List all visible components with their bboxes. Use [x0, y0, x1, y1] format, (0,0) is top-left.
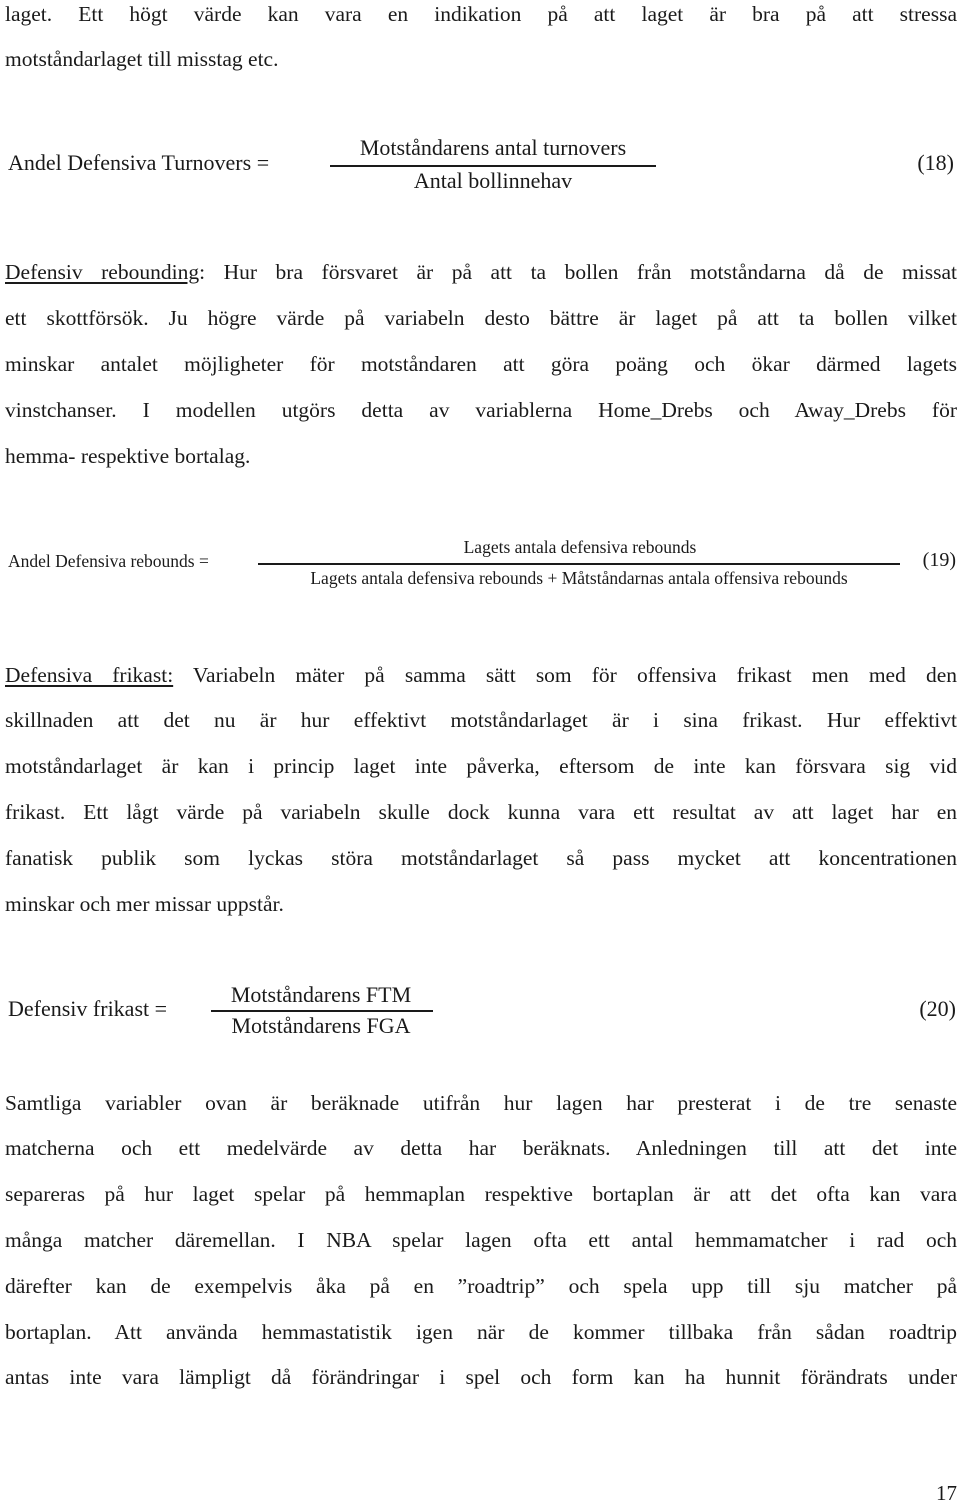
equation-19-denominator: Lagets antala defensiva rebounds + Måtståndarnas antala offensiva rebounds: [310, 568, 848, 588]
equation-19-numerator: Lagets antala defensiva rebounds: [463, 537, 697, 557]
heading-defensiv-rebounding: Defensiv rebounding: [5, 260, 200, 284]
free-throws-line-3: motståndarlaget är kan i princip laget inte påverka, eftersom de inte kan försvara sig vid: [5, 754, 957, 778]
summary-line-2: matcherna och ett medelvärde av detta har beräknats. Anledningen till att det inte: [5, 1136, 957, 1160]
summary-line-3: separeras på hur laget spelar på hemmaplan respektive bortaplan är att det ofta kan vara: [5, 1182, 957, 1206]
page-number: 17: [936, 1481, 957, 1505]
intro-line-1: laget. Ett högt värde kan vara en indikation på att laget är bra på att stressa: [5, 2, 957, 26]
equation-18-fraction-bar: [330, 165, 656, 167]
equation-18-denominator: Antal bollinnehav: [413, 168, 573, 193]
equation-19-number: (19): [922, 549, 956, 571]
free-throws-line-4: frikast. Ett lågt värde på variabeln skulle dock kunna vara ett resultat av att laget har en: [5, 800, 957, 824]
rebounding-line-4: vinstchanser. I modellen utgörs detta av variablerna Home_Drebs och Away_Drebs för: [5, 398, 957, 422]
heading-defensiva-frikast: Defensiva frikast:: [5, 663, 174, 687]
rebounding-line-3: minskar antalet möjligheter för motståndaren att göra poäng och ökar därmed lagets: [5, 352, 957, 376]
summary-line-5: därefter kan de exempelvis åka på en ”roadtrip” och spela upp till sju matcher på: [5, 1274, 957, 1298]
free-throws-line-1: [5, 662, 957, 688]
equation-19-fraction-bar: [258, 563, 900, 565]
summary-line-4: många matcher däremellan. I NBA spelar lagen ofta ett antal hemmamatcher i rad och: [5, 1228, 957, 1252]
summary-line-7: antas inte vara lämpligt då förändringar i spel och form kan ha hunnit förändrats under: [5, 1365, 957, 1389]
rebounding-line-1-text: : Hur bra försvaret är på att ta bollen från motståndarna då de missat: [199, 260, 957, 284]
free-throws-line-6: minskar och mer missar uppstår.: [5, 892, 284, 916]
free-throws-line-5: fanatisk publik som lyckas störa motståndarlaget så pass mycket att koncentrationen: [5, 846, 957, 870]
equation-19-lhs: Andel Defensiva rebounds =: [8, 551, 209, 571]
summary-line-1: Samtliga variabler ovan är beräknade utifrån hur lagen har presterat i de tre senaste: [5, 1091, 957, 1115]
rebounding-line-1: [5, 259, 957, 285]
free-throws-line-2: skillnaden att det nu är hur effektivt motståndarlaget är i sina frikast. Hur effektivt: [5, 708, 957, 732]
equation-18-lhs: Andel Defensiva Turnovers =: [8, 150, 270, 175]
equation-20-fraction-bar: [211, 1010, 433, 1012]
equation-20-numerator: Motståndarens FTM: [230, 982, 412, 1007]
equation-20-denominator: Motståndarens FGA: [231, 1013, 411, 1038]
rebounding-line-2: ett skottförsök. Ju högre värde på variabeln desto bättre är laget på att ta bollen vilket: [5, 306, 957, 330]
equation-20-number: (20): [919, 996, 956, 1021]
equation-18-number: (18): [917, 150, 954, 175]
equation-18-numerator: Motståndarens antal turnovers: [359, 135, 627, 160]
intro-line-2: motståndarlaget till misstag etc.: [5, 47, 279, 71]
summary-line-6: bortaplan. Att använda hemmastatistik igen när de kommer tillbaka från sådan roadtrip: [5, 1320, 957, 1344]
equation-20-lhs: Defensiv frikast =: [8, 996, 168, 1021]
rebounding-line-5: hemma- respektive bortalag.: [5, 444, 251, 468]
free-throws-line-1-text: Variabeln mäter på samma sätt som för offensiva frikast men med den: [173, 663, 957, 687]
